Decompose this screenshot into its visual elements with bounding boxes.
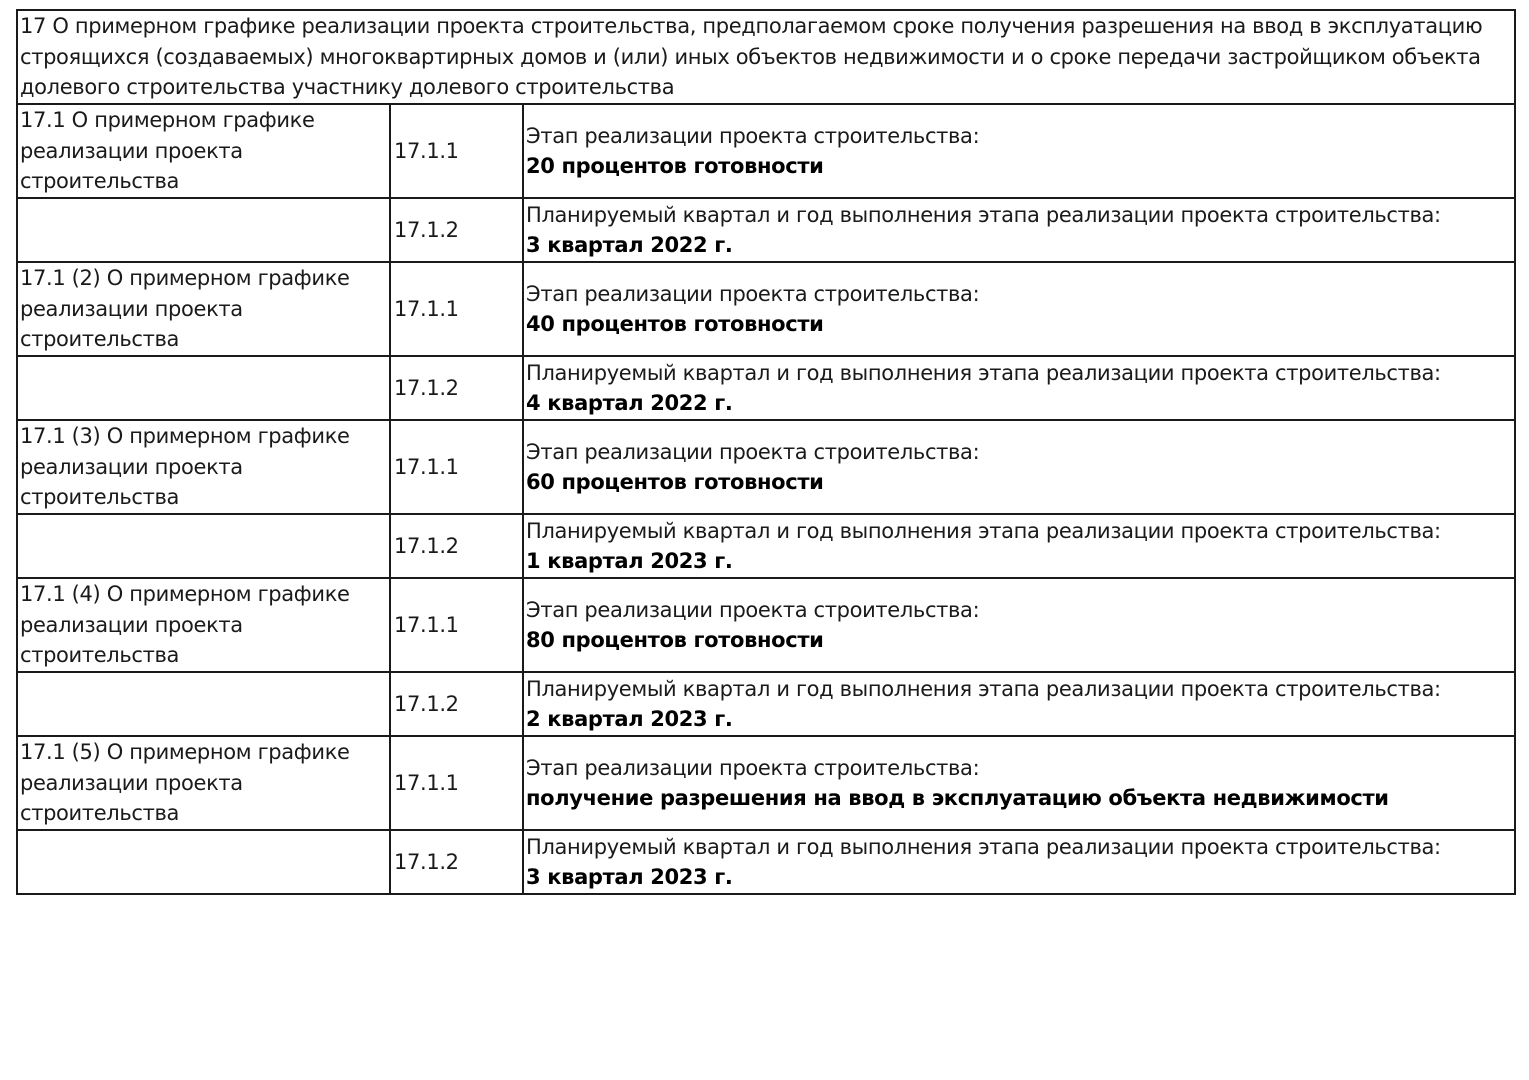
item-label: Этап реализации проекта строительства: — [526, 439, 980, 464]
empty-cell — [17, 198, 390, 262]
item-value: 4 квартал 2022 г. — [526, 391, 733, 415]
item-value: 1 квартал 2023 г. — [526, 549, 733, 573]
item-code: 17.1.2 — [390, 830, 523, 894]
item-content — [523, 672, 1515, 736]
table-row — [17, 356, 1515, 420]
item-content — [523, 356, 1515, 420]
table-row — [17, 420, 1515, 514]
item-value: 2 квартал 2023 г. — [526, 707, 733, 731]
item-value: 60 процентов готовности — [526, 470, 824, 494]
item-code: 17.1.1 — [390, 104, 523, 198]
item-value: 20 процентов готовности — [526, 154, 824, 178]
item-code: 17.1.2 — [390, 198, 523, 262]
item-content — [523, 104, 1515, 198]
item-code: 17.1.2 — [390, 514, 523, 578]
table-row — [17, 578, 1515, 672]
empty-cell — [17, 514, 390, 578]
section-title: 17.1 (2) О примерном графике реализации проекта строительства — [17, 262, 390, 356]
item-label: Планируемый квартал и год выполнения этапа реализации проекта строительства: — [526, 676, 1441, 701]
item-label: Этап реализации проекта строительства: — [526, 281, 980, 306]
item-content — [523, 830, 1515, 894]
table-row — [17, 672, 1515, 736]
item-value: 40 процентов готовности — [526, 312, 824, 336]
item-content — [523, 578, 1515, 672]
item-value: 3 квартал 2022 г. — [526, 233, 733, 257]
item-value: 80 процентов готовности — [526, 628, 824, 652]
empty-cell — [17, 356, 390, 420]
item-label: Планируемый квартал и год выполнения этапа реализации проекта строительства: — [526, 518, 1441, 543]
item-value: получение разрешения на ввод в эксплуатацию объекта недвижимости — [526, 786, 1389, 810]
section-title: 17.1 (4) О примерном графике реализации проекта строительства — [17, 578, 390, 672]
item-code: 17.1.1 — [390, 262, 523, 356]
table-row — [17, 198, 1515, 262]
item-code: 17.1.1 — [390, 578, 523, 672]
table-row — [17, 736, 1515, 830]
empty-cell — [17, 672, 390, 736]
item-label: Планируемый квартал и год выполнения этапа реализации проекта строительства: — [526, 360, 1441, 385]
table-row — [17, 262, 1515, 356]
item-value: 3 квартал 2023 г. — [526, 865, 733, 889]
item-label: Этап реализации проекта строительства: — [526, 123, 980, 148]
section-title: 17.1 О примерном графике реализации проекта строительства — [17, 104, 390, 198]
item-code: 17.1.2 — [390, 356, 523, 420]
item-label: Планируемый квартал и год выполнения этапа реализации проекта строительства: — [526, 834, 1441, 859]
table-row — [17, 104, 1515, 198]
table-header-row — [17, 10, 1515, 104]
item-content — [523, 514, 1515, 578]
empty-cell — [17, 830, 390, 894]
item-content — [523, 420, 1515, 514]
item-code: 17.1.1 — [390, 420, 523, 514]
item-content — [523, 262, 1515, 356]
section-header-text: 17 О примерном графике реализации проекта строительства, предполагаемом сроке получения разрешения на ввод в эксплуатацию строящихся (создаваемых) многоквартирных домов и (или) иных объектов недвижимости и о сроке передачи застройщиком объекта долевого строительства участнику долевого строительства — [17, 10, 1515, 104]
table-row — [17, 830, 1515, 894]
schedule-table — [16, 9, 1516, 895]
item-label: Планируемый квартал и год выполнения этапа реализации проекта строительства: — [526, 202, 1441, 227]
section-title: 17.1 (5) О примерном графике реализации проекта строительства — [17, 736, 390, 830]
item-label: Этап реализации проекта строительства: — [526, 597, 980, 622]
item-code: 17.1.1 — [390, 736, 523, 830]
item-content — [523, 198, 1515, 262]
item-content — [523, 736, 1515, 830]
item-label: Этап реализации проекта строительства: — [526, 755, 980, 780]
table-row — [17, 514, 1515, 578]
item-code: 17.1.2 — [390, 672, 523, 736]
section-title: 17.1 (3) О примерном графике реализации проекта строительства — [17, 420, 390, 514]
